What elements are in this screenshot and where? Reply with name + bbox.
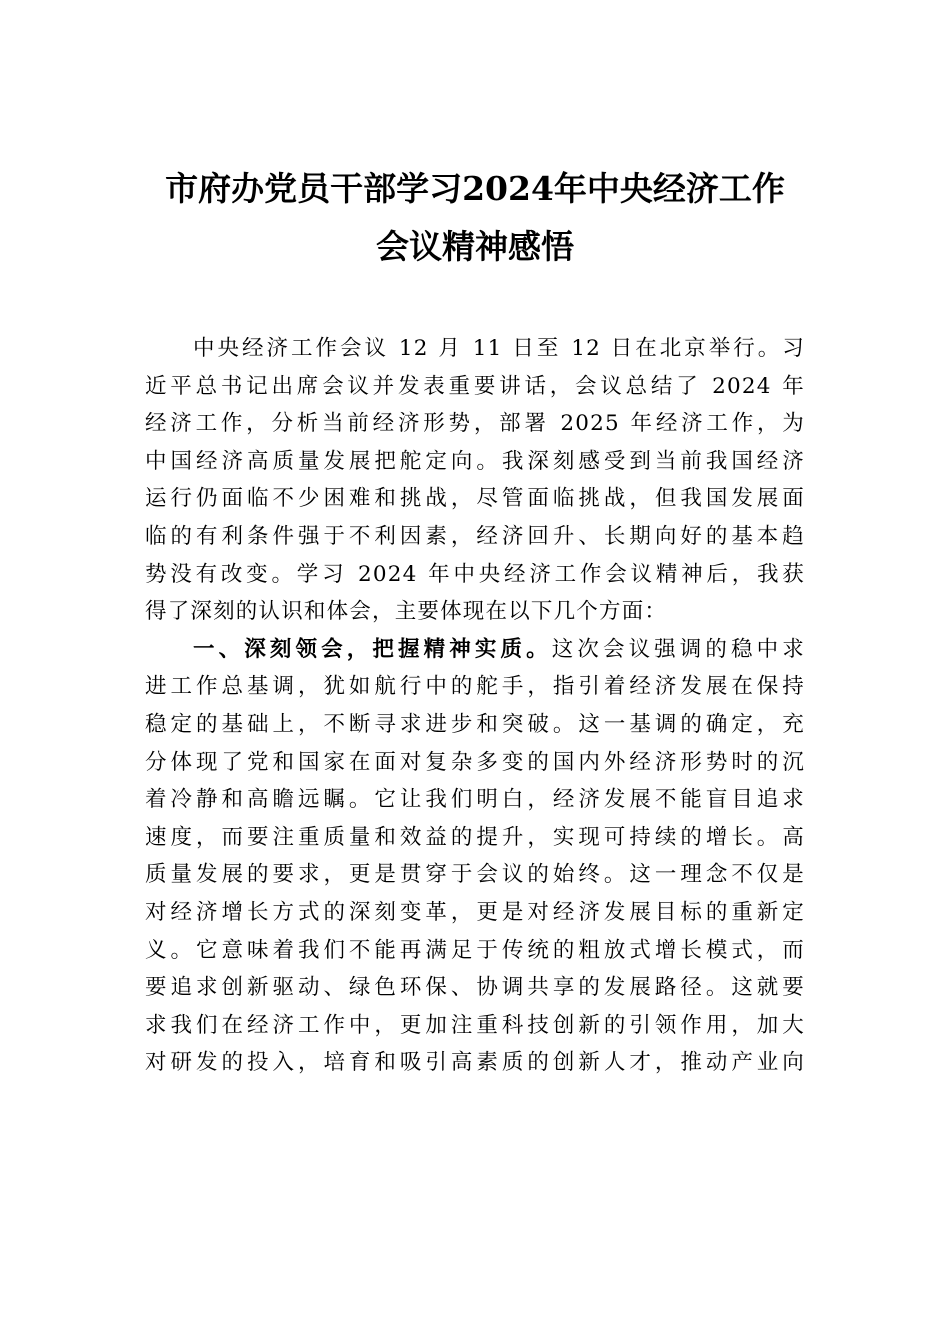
section-1-line: 要追求创新驱动、绿色环保、协调共享的发展路径。这就要: [145, 975, 805, 1001]
paragraph-1-line: 近平总书记出席会议并发表重要讲话，会议总结了 2024 年: [145, 373, 805, 399]
section-1-heading: 一、深刻领会，把握精神实质。: [193, 636, 552, 662]
section-1-line: 求我们在经济工作中，更加注重科技创新的引领作用，加大: [145, 1012, 805, 1038]
section-1-line: 对研发的投入，培育和吸引高素质的创新人才，推动产业向: [145, 1050, 805, 1076]
section-1-first-line: [145, 631, 805, 669]
title-line-1: 市府办党员干部学习2024年中央经济工作: [165, 169, 785, 208]
paragraph-1-line: 临的有利条件强于不利因素，经济回升、长期向好的基本趋: [145, 523, 805, 549]
section-1-line: 分体现了党和国家在面对复杂多变的国内外经济形势时的沉: [145, 749, 805, 775]
title-line-2: 会议精神感悟: [376, 227, 574, 266]
paragraph-1-line: 得了深刻的认识和体会，主要体现在以下几个方面：: [145, 599, 668, 625]
section-1-first-line-text: 这次会议强调的稳中求: [551, 636, 805, 662]
section-1-line: 着冷静和高瞻远瞩。它让我们明白，经济发展不能盲目追求: [145, 787, 805, 813]
section-1-line: 义。它意味着我们不能再满足于传统的粗放式增长模式，而: [145, 937, 805, 963]
section-1-line: 对经济增长方式的深刻变革，更是对经济发展目标的重新定: [145, 899, 805, 925]
section-1-line: 质量发展的要求，更是贯穿于会议的始终。这一理念不仅是: [145, 862, 805, 888]
section-1-line: 进工作总基调，犹如航行中的舵手，指引着经济发展在保持: [145, 674, 805, 700]
document-body: [145, 330, 805, 1082]
paragraph-1-line: 中央经济工作会议 12 月 11 日至 12 日在北京举行。习: [193, 336, 805, 361]
section-1-line: 稳定的基础上，不断寻求进步和突破。这一基调的确定，充: [145, 711, 805, 737]
paragraph-1-line: 运行仍面临不少困难和挑战，尽管面临挑战，但我国发展面: [145, 486, 805, 512]
section-1-line: 速度，而要注重质量和效益的提升，实现可持续的增长。高: [145, 824, 805, 850]
document-title: [145, 160, 805, 276]
paragraph-1-line: 势没有改变。学习 2024 年中央经济工作会议精神后，我获: [145, 561, 805, 587]
paragraph-1-line: 中国经济高质量发展把舵定向。我深刻感受到当前我国经济: [145, 448, 805, 474]
paragraph-1-line: 经济工作，分析当前经济形势，部署 2025 年经济工作，为: [145, 411, 805, 437]
